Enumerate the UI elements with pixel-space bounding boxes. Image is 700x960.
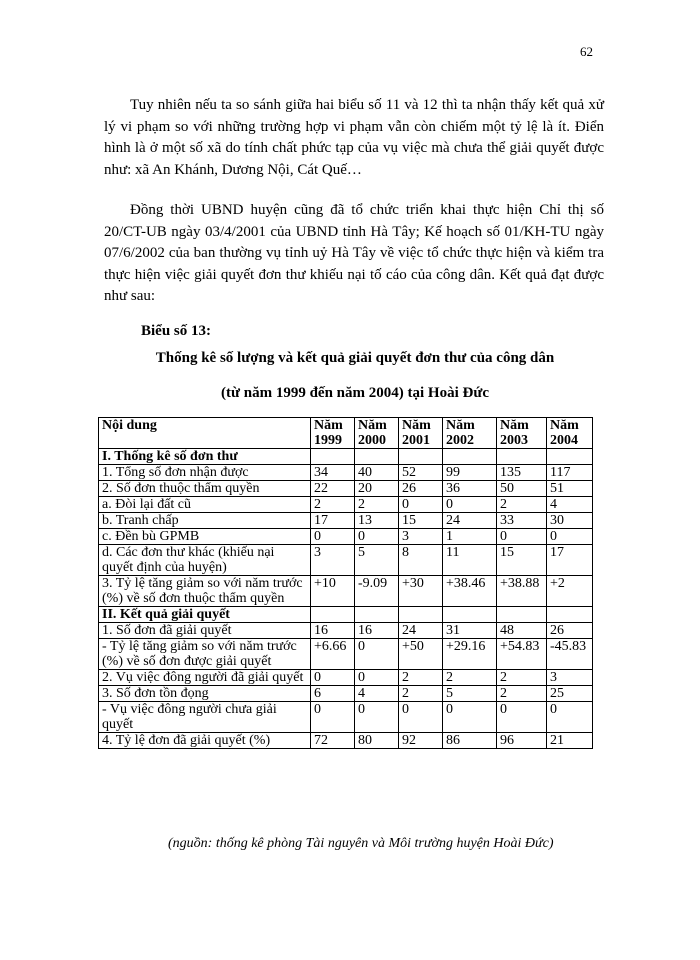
cell-value: 20 [355, 481, 399, 497]
header-year-2004: Năm 2004 [547, 418, 593, 449]
cell-value: 0 [497, 529, 547, 545]
cell-value: 0 [497, 702, 547, 733]
cell-value: 0 [355, 702, 399, 733]
cell-value: 22 [311, 481, 355, 497]
cell-value: 5 [443, 686, 497, 702]
paragraph-2-text: Đồng thời UBND huyện cũng đã tổ chức triển khai thực hiện Chỉ thị số 20/CT-UB ngày 03/4/2001 của UBND tỉnh Hà Tây; Kế hoạch số 01/KH-TU ngày 07/6/2002 của ban thường vụ tỉnh uỷ Hà Tây về việc tổ chức thực hiện và kiểm tra thực hiện việc giải quyết đơn thư khiếu nại tố cáo của công dân. Kết quả đạt được như sau: [104, 202, 604, 304]
table-row [99, 623, 593, 639]
cell-value: 0 [399, 702, 443, 733]
cell-value: 51 [547, 481, 593, 497]
cell-value: 0 [355, 529, 399, 545]
cell-value: 2 [497, 670, 547, 686]
cell-value: 1 [443, 529, 497, 545]
cell-value: +50 [399, 639, 443, 670]
table-row [99, 702, 593, 733]
cell-value: +54.83 [497, 639, 547, 670]
table-title: Thống kê số lượng và kết quả giải quyết đơn thư của công dân [155, 350, 555, 366]
cell-value: 99 [443, 465, 497, 481]
cell-value: 135 [497, 465, 547, 481]
cell-value [399, 449, 443, 465]
cell-value: 25 [547, 686, 593, 702]
cell-value: +38.88 [497, 576, 547, 607]
header-content: Nội dung [99, 418, 311, 449]
table-row [99, 465, 593, 481]
cell-value: 0 [311, 702, 355, 733]
header-year-2000: Năm 2000 [355, 418, 399, 449]
table-subtitle: (từ năm 1999 đến năm 2004) tại Hoài Đức [221, 385, 489, 401]
table-row [99, 576, 593, 607]
cell-value: 17 [311, 513, 355, 529]
row-label: c. Đền bù GPMB [99, 529, 311, 545]
paragraph-1 [104, 95, 604, 181]
cell-value [443, 449, 497, 465]
cell-value: 15 [399, 513, 443, 529]
cell-value: 36 [443, 481, 497, 497]
cell-value: 0 [547, 702, 593, 733]
row-label: d. Các đơn thư khác (khiếu nại quyết định của huyện) [99, 545, 311, 576]
paragraph-2 [104, 200, 604, 308]
table-row [99, 545, 593, 576]
cell-value: 72 [311, 733, 355, 749]
table-header-row [99, 418, 593, 449]
page-number: 62 [580, 44, 593, 59]
cell-value: 26 [547, 623, 593, 639]
cell-value [547, 607, 593, 623]
cell-value: 96 [497, 733, 547, 749]
table-row [99, 481, 593, 497]
table-label: Biểu số 13: [141, 323, 212, 339]
cell-value: 52 [399, 465, 443, 481]
section-row [99, 607, 593, 623]
cell-value [355, 607, 399, 623]
cell-value: 0 [547, 529, 593, 545]
cell-value: 2 [443, 670, 497, 686]
cell-value: 11 [443, 545, 497, 576]
cell-value: 4 [547, 497, 593, 513]
cell-value: 8 [399, 545, 443, 576]
cell-value: 4 [355, 686, 399, 702]
header-year-2002: Năm 2002 [443, 418, 497, 449]
cell-value: 2 [355, 497, 399, 513]
cell-value: 117 [547, 465, 593, 481]
row-label: 4. Tỷ lệ đơn đã giải quyết (%) [99, 733, 311, 749]
cell-value: 33 [497, 513, 547, 529]
cell-value: 21 [547, 733, 593, 749]
cell-value: 24 [399, 623, 443, 639]
cell-value [547, 449, 593, 465]
cell-value: +10 [311, 576, 355, 607]
cell-value: -45.83 [547, 639, 593, 670]
cell-value: 5 [355, 545, 399, 576]
cell-value: 0 [443, 702, 497, 733]
table-row [99, 513, 593, 529]
cell-value [497, 449, 547, 465]
statistics-table [98, 417, 593, 749]
cell-value: +2 [547, 576, 593, 607]
row-label: 3. Số đơn tồn đọng [99, 686, 311, 702]
cell-value: 13 [355, 513, 399, 529]
row-label: 2. Vụ việc đông người đã giải quyết [99, 670, 311, 686]
cell-value: 80 [355, 733, 399, 749]
cell-value: 0 [311, 529, 355, 545]
cell-value: 24 [443, 513, 497, 529]
cell-value: 3 [311, 545, 355, 576]
row-label: I. Thống kê số đơn thư [99, 449, 311, 465]
cell-value: +30 [399, 576, 443, 607]
table-row [99, 686, 593, 702]
cell-value: 2 [497, 497, 547, 513]
header-year-2001: Năm 2001 [399, 418, 443, 449]
row-label: - Tỷ lệ tăng giảm so với năm trước (%) về số đơn được giải quyết [99, 639, 311, 670]
cell-value: 30 [547, 513, 593, 529]
cell-value: +6.66 [311, 639, 355, 670]
cell-value: 0 [355, 670, 399, 686]
table-row [99, 529, 593, 545]
cell-value: 34 [311, 465, 355, 481]
row-label: 3. Tỷ lệ tăng giảm so với năm trước (%) về số đơn thuộc thẩm quyền [99, 576, 311, 607]
row-label: 1. Tổng số đơn nhận được [99, 465, 311, 481]
cell-value: 40 [355, 465, 399, 481]
cell-value: 2 [399, 670, 443, 686]
cell-value: 16 [355, 623, 399, 639]
row-label: 1. Số đơn đã giải quyết [99, 623, 311, 639]
header-year-2003: Năm 2003 [497, 418, 547, 449]
row-label: a. Đòi lại đất cũ [99, 497, 311, 513]
cell-value: 48 [497, 623, 547, 639]
cell-value: 0 [311, 670, 355, 686]
table-row [99, 670, 593, 686]
cell-value: 3 [399, 529, 443, 545]
section-row [99, 449, 593, 465]
cell-value: 15 [497, 545, 547, 576]
table-row [99, 639, 593, 670]
cell-value: 6 [311, 686, 355, 702]
cell-value [497, 607, 547, 623]
table-row [99, 497, 593, 513]
cell-value: 2 [311, 497, 355, 513]
row-label: 2. Số đơn thuộc thẩm quyền [99, 481, 311, 497]
cell-value [399, 607, 443, 623]
cell-value [311, 607, 355, 623]
cell-value [355, 449, 399, 465]
cell-value: 0 [399, 497, 443, 513]
row-label: - Vụ việc đông người chưa giải quyết [99, 702, 311, 733]
row-label: II. Kết quả giải quyết [99, 607, 311, 623]
cell-value: 2 [399, 686, 443, 702]
cell-value: 50 [497, 481, 547, 497]
cell-value: 3 [547, 670, 593, 686]
cell-value: +38.46 [443, 576, 497, 607]
cell-value: -9.09 [355, 576, 399, 607]
table-row [99, 733, 593, 749]
cell-value: 2 [497, 686, 547, 702]
cell-value [311, 449, 355, 465]
cell-value: 0 [443, 497, 497, 513]
cell-value: 92 [399, 733, 443, 749]
table-body [99, 449, 593, 749]
cell-value: 31 [443, 623, 497, 639]
cell-value: +29.16 [443, 639, 497, 670]
paragraph-1-text: Tuy nhiên nếu ta so sánh giữa hai biểu số 11 và 12 thì ta nhận thấy kết quả xử lý vi phạm so với những trường hợp vi phạm vẫn còn chiếm một tỷ lệ là ít. Điển hình là ở một số xã do tính chất phức tạp của vụ việc mà chưa thể giải quyết được như: xã An Khánh, Dương Nội, Cát Quế… [104, 97, 604, 178]
cell-value: 0 [355, 639, 399, 670]
cell-value [443, 607, 497, 623]
cell-value: 86 [443, 733, 497, 749]
cell-value: 16 [311, 623, 355, 639]
header-year-1999: Năm 1999 [311, 418, 355, 449]
row-label: b. Tranh chấp [99, 513, 311, 529]
cell-value: 26 [399, 481, 443, 497]
source-note: (nguồn: thống kê phòng Tài nguyên và Môi trường huyện Hoài Đức) [168, 836, 554, 851]
cell-value: 17 [547, 545, 593, 576]
